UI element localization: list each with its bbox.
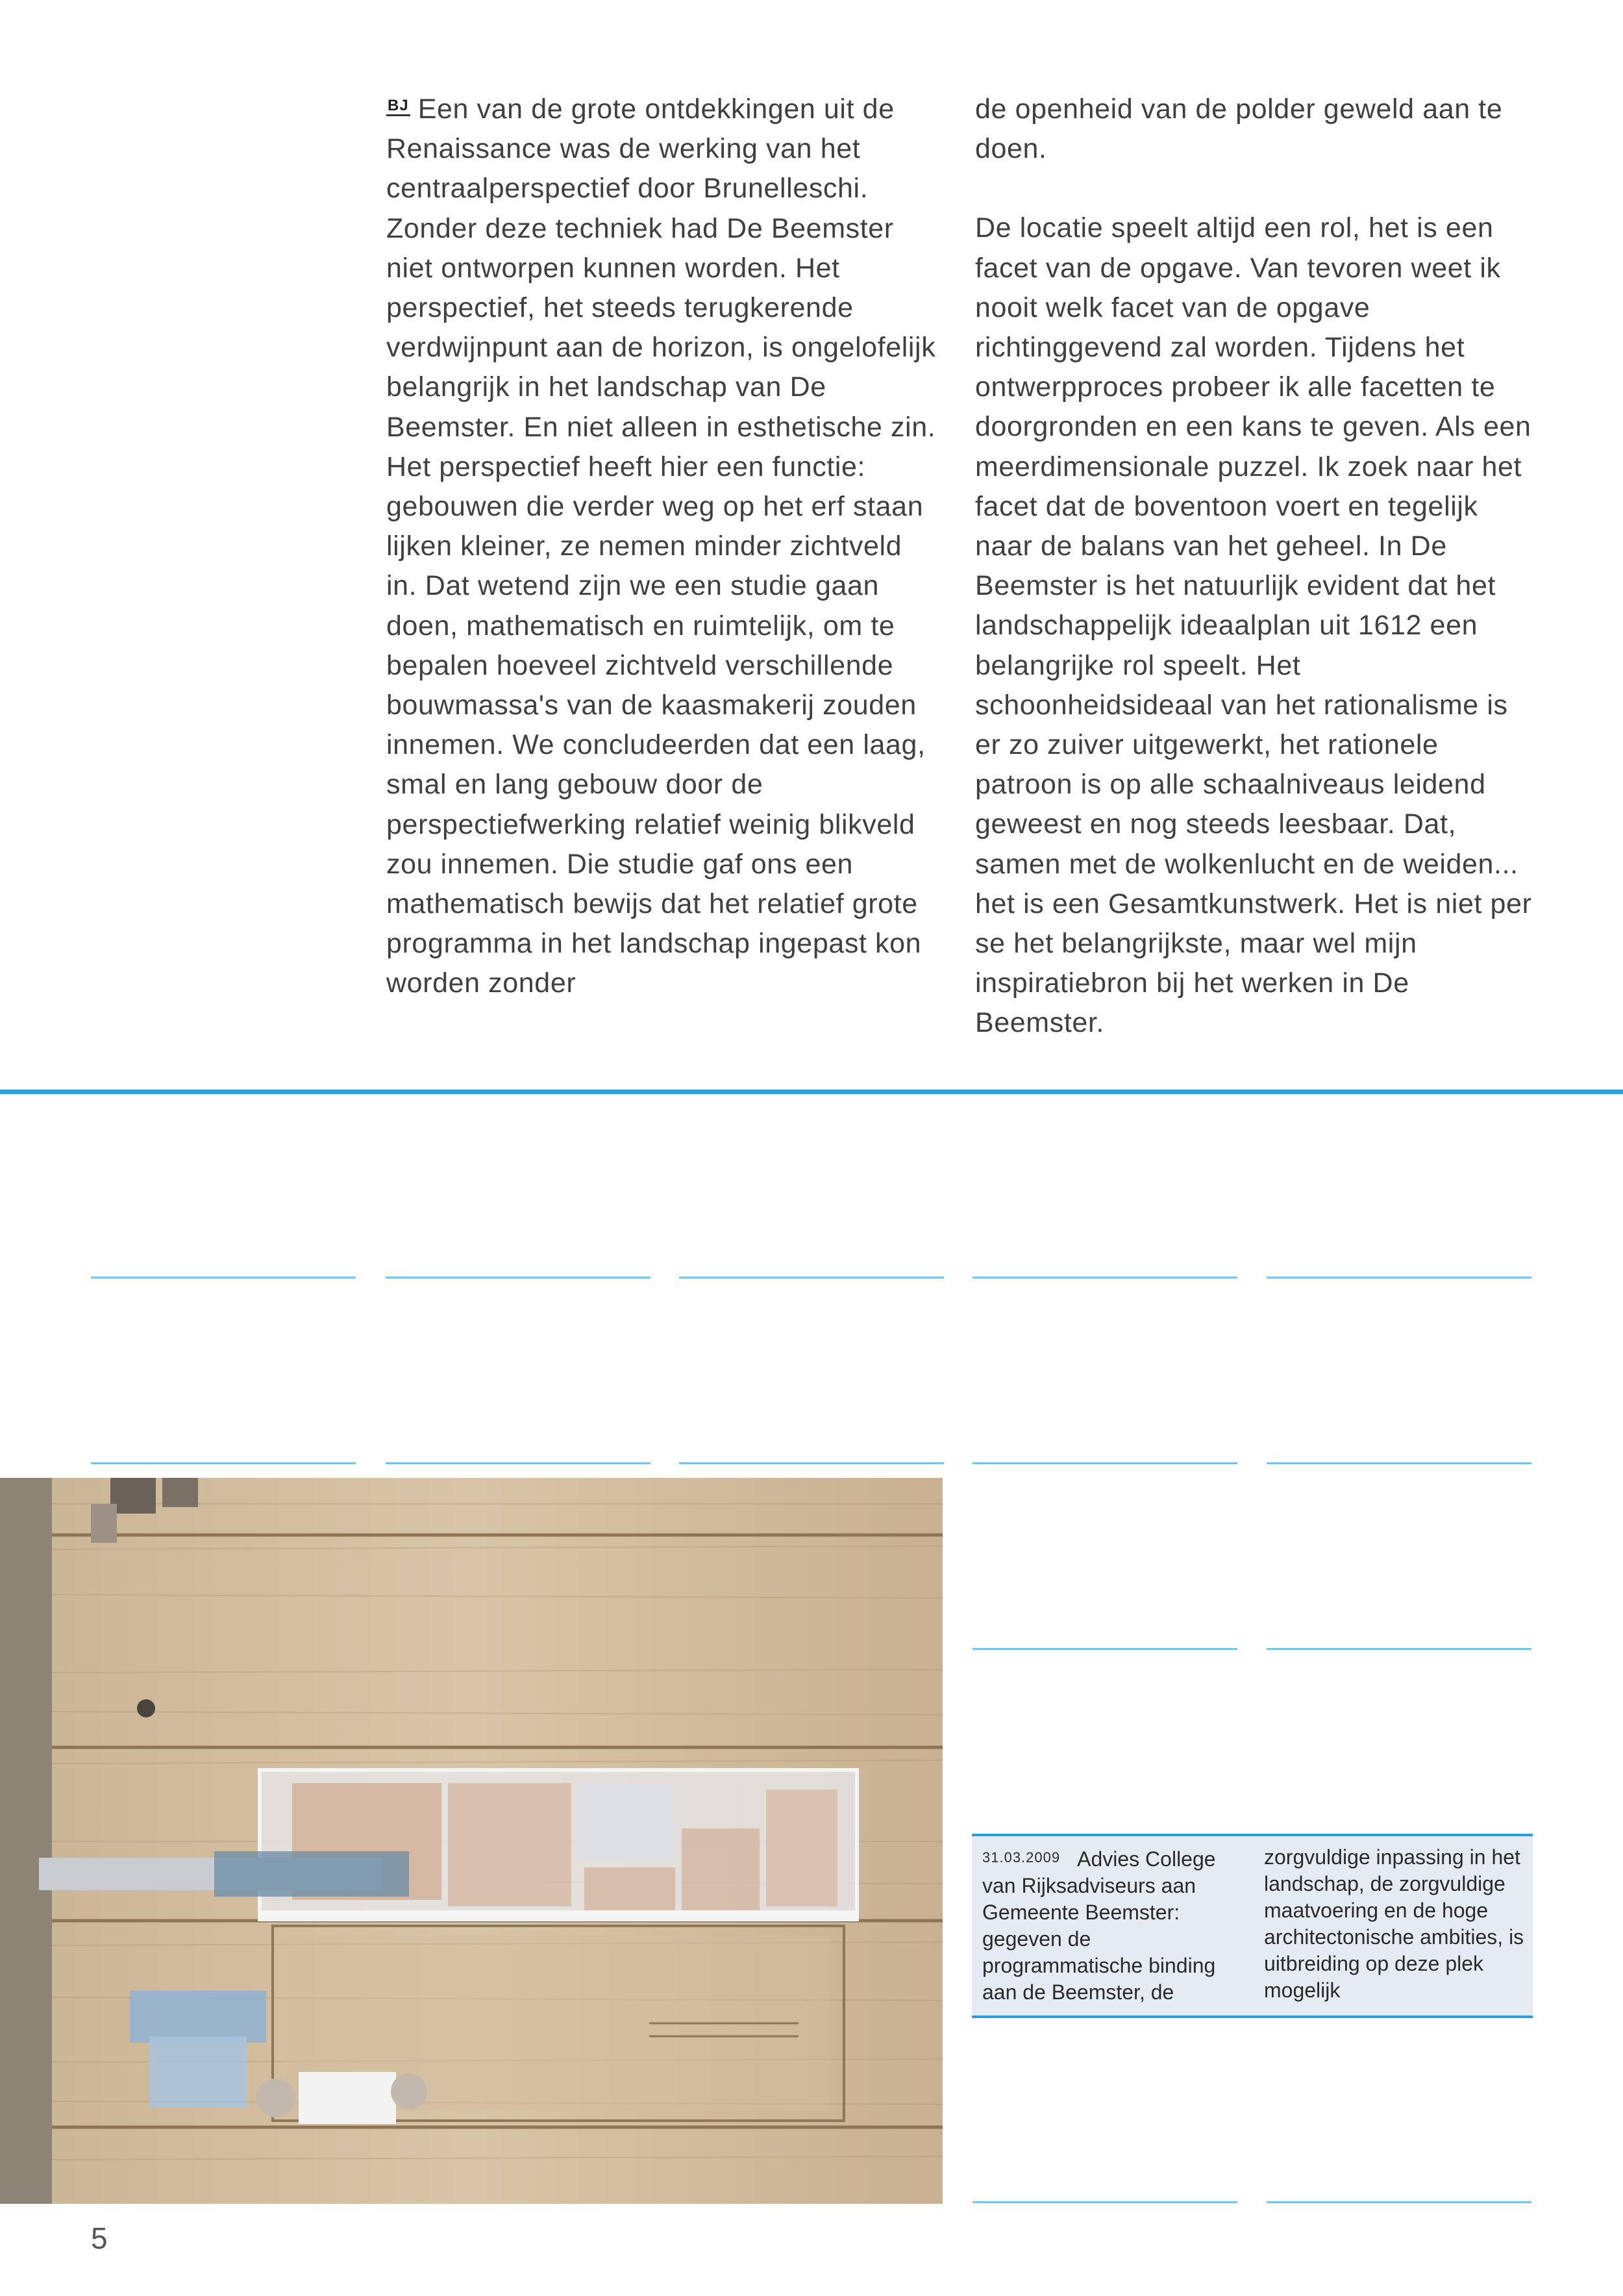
left-column-text: Een van de grote ontdekkingen uit de Renaissance was de werking van het centraalperspectief door Brunelleschi. Zonder deze techniek had De Beemster niet ontworpen kunnen worden. Het perspectief, het steeds terugkerende verdwijnpunt aan de horizon, is ongelofelijk belangrijk in het landschap van De Beemster. En niet alleen in esthetische zin. Het perspectief heeft hier een functie: gebouwen die verder weg op het erf staan lijken kleiner, ze nemen minder zichtveld in. Dat wetend zijn we een studie gaan doen, mathematisch en ruimtelijk, om te bepalen hoeveel zichtveld verschillende bouwmassa's van de kaasmakerij zouden innemen. We concludeerden dat een laag, smal en lang gebouw door de perspectiefwerking relatief weinig blikveld zou innemen. Die studie gaf ons een mathematisch bewijs dat het relatief grote programma in het landschap ingepast kon worden zonder [386, 94, 936, 999]
section-divider [0, 1090, 1623, 1094]
grid-line [973, 1277, 1237, 1279]
grid-line [91, 1277, 356, 1279]
grid-line [973, 2201, 1237, 2203]
page-number: 5 [91, 2221, 108, 2255]
architectural-model-image [0, 1478, 943, 2204]
grid-line [973, 1462, 1237, 1464]
right-paragraph-1: de openheid van de polder geweld aan te doen. [975, 94, 1503, 165]
author-initials: BJ [386, 97, 410, 116]
note-date: 31.03.2009 [982, 1849, 1061, 1866]
grid-line [973, 1648, 1237, 1650]
article-column-right [975, 90, 1540, 1043]
article-paragraph [386, 90, 938, 1004]
grid-line [1267, 2201, 1531, 2203]
grid-line [679, 1277, 944, 1279]
grid-line [1267, 1462, 1531, 1464]
note-text-a: Advies College van Rijksadviseurs aan Gemeente Beemster: gegeven de programmatische binding aan de Beemster, de [982, 1847, 1216, 2004]
grid-line [386, 1277, 650, 1279]
model-photo [0, 1478, 943, 2204]
advice-note [972, 1834, 1533, 2018]
grid-line [1267, 1277, 1531, 1279]
grid-line [1267, 1648, 1531, 1650]
note-column-a [982, 1844, 1248, 2006]
article-column-left [386, 90, 938, 1004]
note-text-b: zorgvuldige inpassing in het landschap, de zorgvuldige maatvoering en de hoge architectonische ambities, is uitbreiding op deze plek mogelijk [1264, 1845, 1524, 2002]
grid-line [386, 1462, 650, 1464]
note-column-b [1264, 1844, 1530, 2004]
grid-line [679, 1462, 944, 1464]
grid-line [91, 1462, 356, 1464]
right-paragraph-2: De locatie speelt altijd een rol, het is een facet van de opgave. Van tevoren weet ik nooit welk facet van de opgave richtinggevend zal worden. Tijdens het ontwerpproces probeer ik alle facetten te doorgronden en een kans te geven. Als een meerdimensionale puzzel. Ik zoek naar het facet dat de boventoon voert en tegelijk naar de balans van het geheel. In De Beemster is het natuurlijk evident dat het landschappelijk ideaalplan uit 1612 een belangrijke rol speelt. Het schoonheidsideaal van het rationalisme is er zo zuiver uitgewerkt, het rationele patroon is op alle schaalniveaus leidend geweest en nog steeds leesbaar. Dat, samen met de wolkenlucht en de weiden... het is een Gesamtkunstwerk. Het is niet per se het belangrijkste, maar wel mijn inspiratiebron bij het werken in De Beemster. [975, 212, 1532, 1039]
